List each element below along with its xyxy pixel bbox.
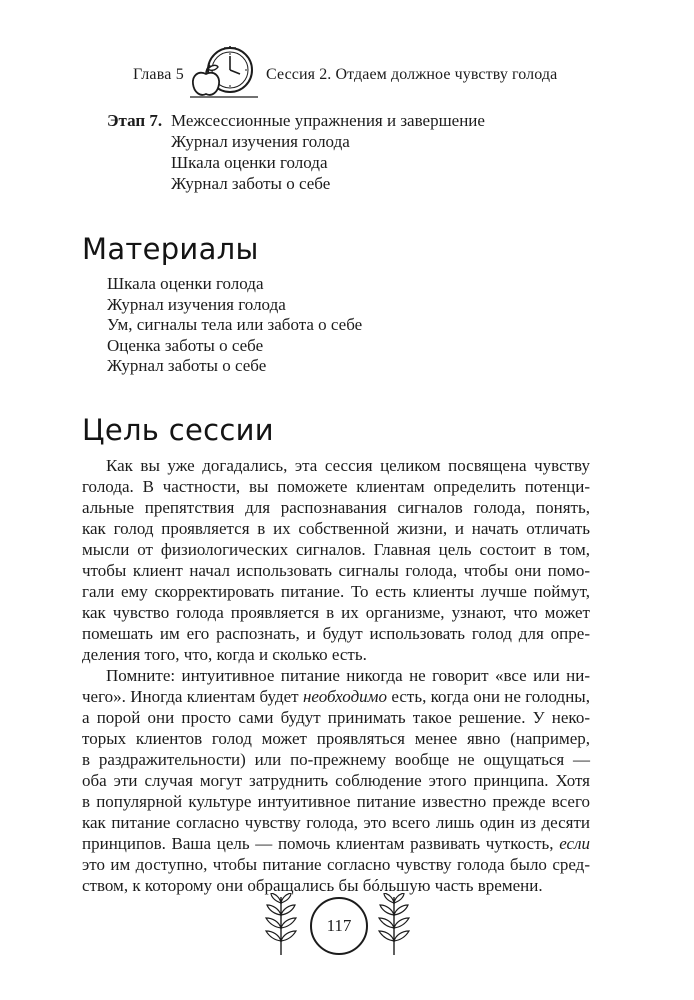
text-fragment: чего». Иногда клиентам будет (82, 687, 303, 706)
materials-item: Ум, сигналы тела или забота о себе (107, 315, 363, 334)
page-footer (0, 893, 694, 973)
text-line: Как вы уже догадались, эта сессия целиком посвящена чувству (106, 456, 590, 475)
materials-list (107, 274, 362, 377)
text-line: Помните: интуитивное питание никогда не говорит «все или ни- (106, 666, 590, 685)
stage-item: Журнал изучения голода (171, 132, 350, 151)
text-line: а порой они просто сами будут принимать такое решение. У неко- (82, 708, 590, 727)
materials-heading: Материалы (82, 232, 259, 266)
text-line: помешать им его распознать, и будут использовать голод для опре- (82, 624, 590, 643)
emphasis-text: необходимо (302, 687, 388, 706)
stage-item: Журнал заботы о себе (171, 174, 331, 193)
text-line (82, 833, 590, 854)
goal-heading: Цель сессии (82, 413, 274, 447)
stage-label: Этап 7. (107, 111, 163, 130)
goal-body (82, 455, 590, 896)
text-line (82, 686, 590, 707)
stage-items (171, 110, 485, 194)
text-line: чтобы клиент начал использовать сигналы голода, чтобы они помо- (82, 561, 590, 580)
stage-item: Шкала оценки голода (171, 153, 328, 172)
text-line: гали ему скорректировать питание. То есть клиенты лучше поймут, (82, 582, 590, 601)
text-line: оба эти случая могут затруднить соблюдение этого принципа. Хотя (82, 771, 590, 790)
text-fragment: принципов. Ваша цель — помочь клиентам развивать чуткость, (82, 834, 560, 853)
materials-item: Журнал заботы о себе (107, 356, 267, 375)
text-line: голода. В частности, вы поможете клиентам определить потенци- (82, 477, 590, 496)
stage-block (107, 110, 485, 194)
chapter-label: Глава 5 (133, 66, 184, 83)
session-title: Сессия 2. Отдаем должное чувству голода (266, 66, 558, 83)
text-line: как чувство голода проявляется в их организме, узнают, что может (82, 603, 590, 622)
stage-item: Межсессионные упражнения и завершение (171, 111, 485, 130)
text-line: как питание согласно чувству голода, это всего лишь один из десяти (82, 813, 590, 832)
leaf-branch-icon (375, 893, 413, 957)
text-line: ством, к которому они обращались бы бóльшую часть времени. (82, 876, 543, 895)
text-line: деления того, что, когда и сколько есть. (82, 645, 367, 664)
page-header (0, 44, 694, 106)
page-number: 117 (310, 897, 368, 955)
materials-item: Оценка заботы о себе (107, 335, 264, 355)
text-fragment: есть, когда они не голодны, (387, 687, 590, 706)
paragraph-2 (82, 665, 590, 896)
clock-apple-icon (188, 44, 260, 100)
materials-item: Шкала оценки голода (107, 274, 264, 293)
emphasis-text: если (559, 834, 590, 853)
text-line: мысли от физиологических сигналов. Главная цель состоит в том, (82, 540, 590, 559)
paragraph-1 (82, 455, 590, 665)
text-line: в раздражительности) или по-прежнему вообще не ощущаться — (82, 750, 590, 769)
text-line: как голод проявляется в их собственной жизни, и начать отличать (82, 519, 590, 538)
text-line: торых клиентов голод может проявляться менее явно (например, (82, 729, 590, 748)
text-line: в популярной культуре интуитивное питание известно прежде всего (82, 792, 590, 811)
materials-item: Журнал изучения голода (107, 294, 286, 314)
text-line: альные препятствия для распознавания сигналов голода, понять, (82, 498, 590, 517)
text-line: это им доступно, чтобы питание согласно чувству голода было сред- (82, 855, 590, 874)
leaf-branch-icon (262, 893, 300, 957)
